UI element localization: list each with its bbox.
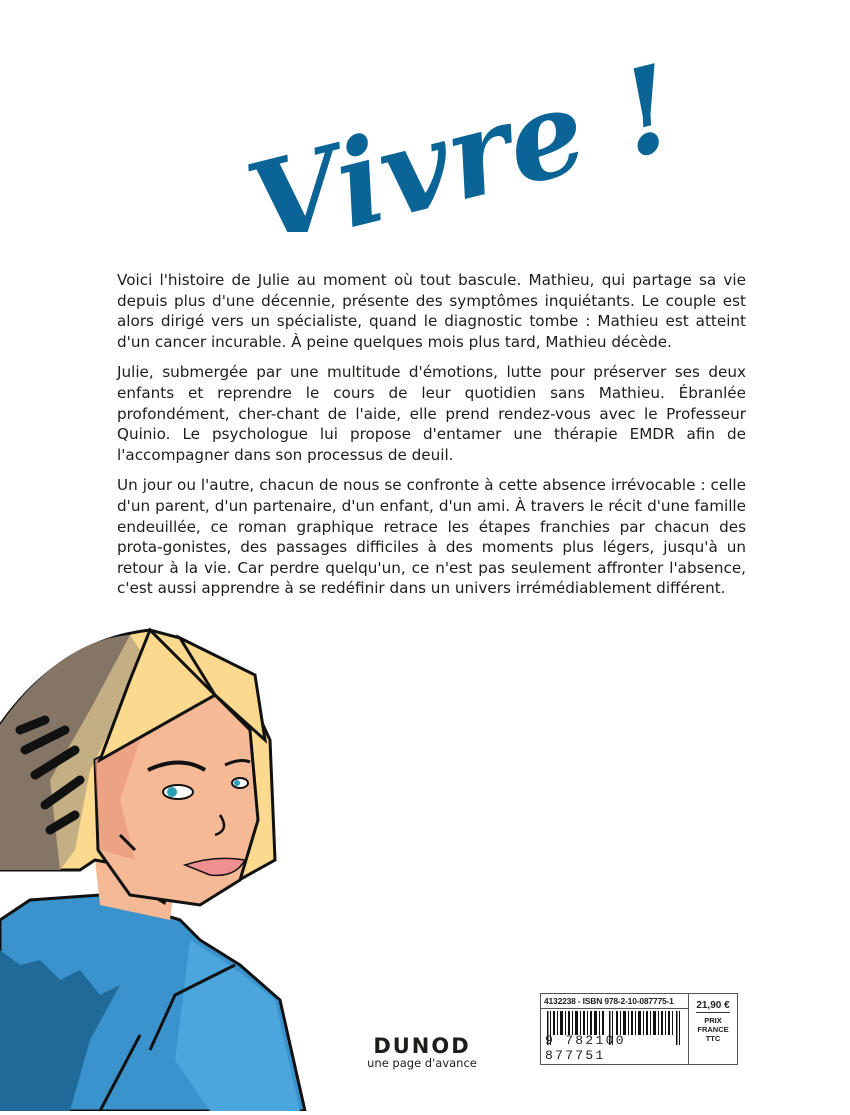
blurb-paragraph: Un jour ou l'autre, chacun de nous se confronte à cette absence irrévocable : celle d'un parent, d'un partenaire, d'un enfant, d'un ami. À travers le récit d'une famille endeuillée, ce roman graphique retrace les étapes franchies par chacun des prota-gonistes, des passages difficiles à des moments plus légers, jusqu'à un retour à la vie. Car perdre quelqu'un, ce n'est pas seulement affronter l'absence, c'est aussi apprendre à se redéfinir dans un univers irrémédiablement différent. [117, 476, 746, 598]
barcode-digits: 9 782100 877751 [545, 1033, 626, 1063]
price: 21,90 € [696, 1000, 730, 1011]
title-script-lettering [228, 62, 668, 232]
title-text: Vivre ! [234, 62, 668, 232]
blurb-paragraph: Voici l'histoire de Julie au moment où tout bascule. Mathieu, qui partage sa vie depuis plus d'une décennie, présente des symptômes inquiétants. Le couple est alors dirigé vers un spécialiste, quand le diagnostic tombe : Mathieu est atteint d'un cancer incurable. À peine quelques mois plus tard, Mathieu décède. [117, 271, 746, 351]
publisher-tagline: une page d'avance [367, 1056, 477, 1070]
isbn-barcode-box [540, 993, 738, 1065]
julie-portrait-icon [0, 620, 340, 1111]
blurb-paragraph: Julie, submergée par une multitude d'émotions, lutte pour préserver ses deux enfants et reprendre le cours de leur quotidien sans Mathieu. Ébranlée profondément, cher-chant de l'aide, elle prend rendez-vous avec le Professeur Quinio. Le psychologue lui propose d'entamer une thérapie EMDR afin de l'accompagner dans son processus de deuil. [117, 363, 746, 464]
price-label-line: TTC [705, 1034, 721, 1043]
publisher-name: DUNOD [373, 1034, 471, 1058]
price-label [697, 1016, 728, 1043]
barcode [541, 1009, 688, 1064]
price-label-line: FRANCE [697, 1025, 729, 1034]
price-box [689, 994, 737, 1064]
character-illustration [0, 620, 340, 1111]
publisher-logo [362, 1035, 482, 1070]
price-label-line: PRIX [704, 1016, 722, 1025]
isbn-line: 4132238 - ISBN 978-2-10-087775-1 [541, 994, 688, 1009]
book-title [228, 62, 668, 232]
back-cover-blurb [117, 270, 746, 609]
